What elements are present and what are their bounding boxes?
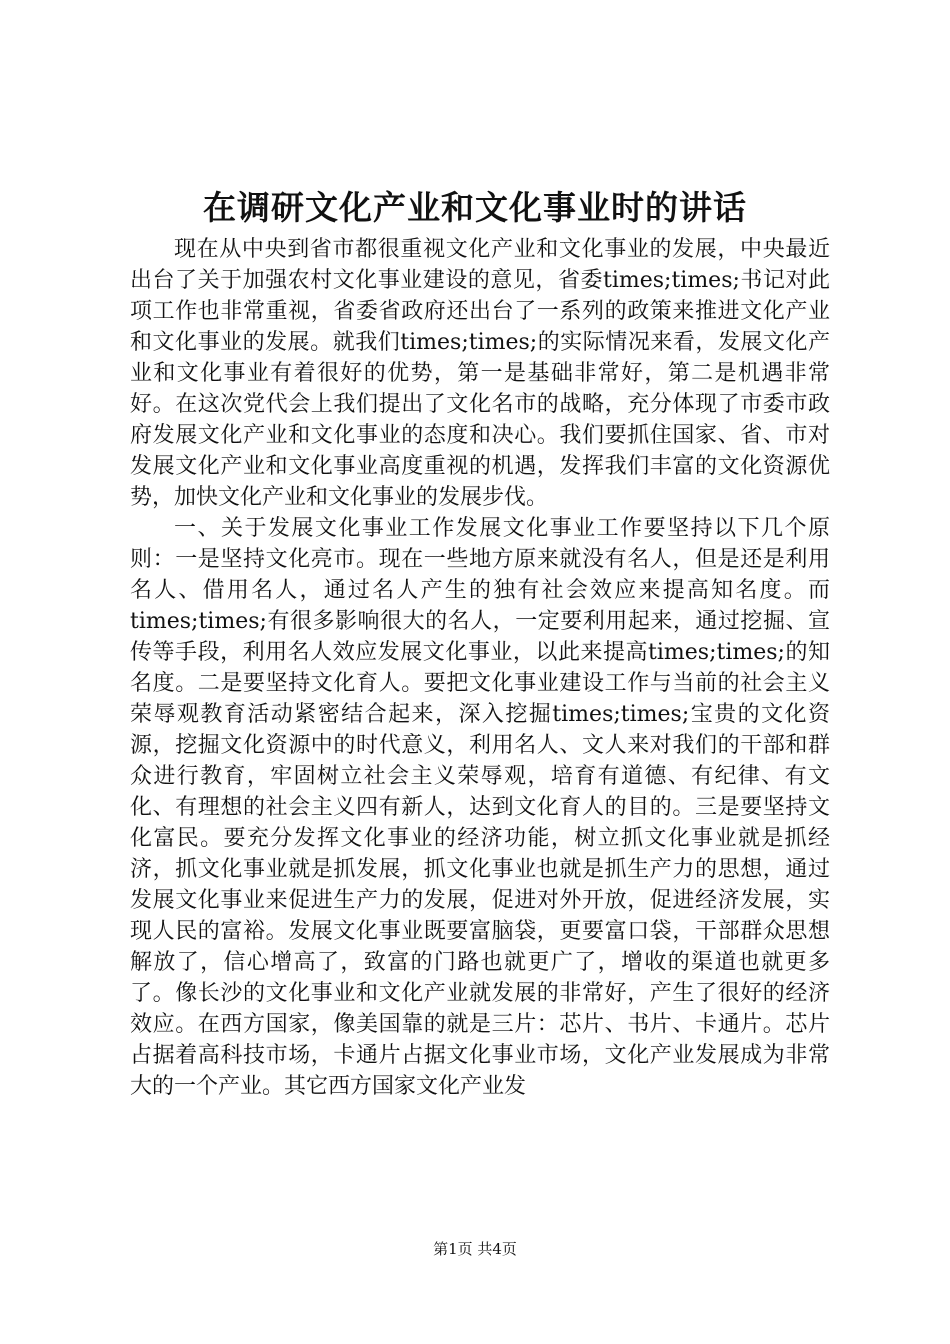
page-number-footer: 第1页 共4页 [433, 1240, 517, 1258]
paragraph: 现在从中央到省市都很重视文化产业和文化事业的发展，中央最近出台了关于加强农村文化事业建设的意见，省委times;times;书记对此项工作也非常重视，省委省政府还出台了一系列的政策来推进文化产业和文化事业的发展。就我们times;times;的实际情况来看，发展文化产业和文化事业有着很好的优势，第一是基础非常好，第二是机遇非常好。在这次党代会上我们提出了文化名市的战略，充分体现了市委市政府发展文化产业和文化事业的态度和决心。我们要抓住国家、省、市对发展文化产业和文化事业高度重视的机遇，发挥我们丰富的文化资源优势，加快文化产业和文化事业的发展步伐。 [130, 237, 830, 510]
document-title: 在调研文化产业和文化事业时的讲话 [203, 188, 747, 227]
document-body [130, 234, 830, 1102]
paragraph: 一、关于发展文化事业工作发展文化事业工作要坚持以下几个原则：一是坚持文化亮市。现在一些地方原来就没有名人，但是还是利用名人、借用名人，通过名人产生的独有社会效应来提高知名度。而times;times;有很多影响很大的名人，一定要利用起来，通过挖掘、宣传等手段，利用名人效应发展文化事业，以此来提高times;times;的知名度。二是要坚持文化育人。要把文化事业建设工作与当前的社会主义荣辱观教育活动紧密结合起来，深入挖掘times;times;宝贵的文化资源，挖掘文化资源中的时代意义，利用名人、文人来对我们的干部和群众进行教育，牢固树立社会主义荣辱观，培育有道德、有纪律、有文化、有理想的社会主义四有新人，达到文化育人的目的。三是要坚持文化富民。要充分发挥文化事业的经济功能，树立抓文化事业就是抓经济，抓文化事业就是抓发展，抓文化事业也就是抓生产力的思想，通过发展文化事业来促进生产力的发展，促进对外开放，促进经济发展，实现人民的富裕。发展文化事业既要富脑袋，更要富口袋，干部群众思想解放了，信心增高了，致富的门路也就更广了，增收的渠道也就更多了。像长沙的文化事业和文化产业就发展的非常好，产生了很好的经济效应。在西方国家，像美国靠的就是三片：芯片、书片、卡通片。芯片占据着高科技市场，卡通片占据文化事业市场，文化产业发展成为非常大的一个产业。其它西方国家文化产业发 [130, 516, 830, 1099]
